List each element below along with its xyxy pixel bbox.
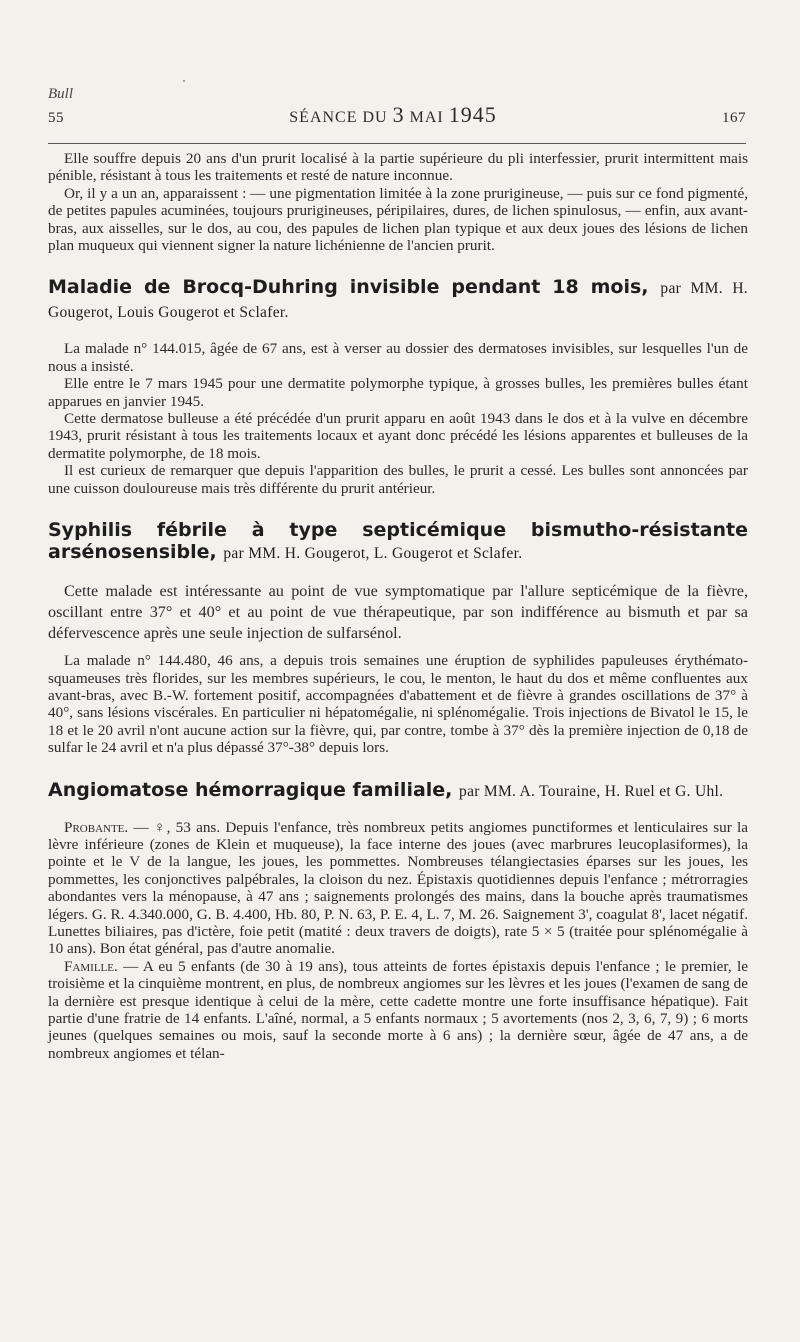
paragraph: La malade n° 144.480, 46 ans, a depuis trois semaines une éruption de syphilides papuleuses érythémato-squameuses très florides, sur les membres supérieurs, le cou, le menton, le haut du dos et même confluentes aux avant-bras, avec B.-W. fortement positif, accompagnées d'abattement et de fièvre à grandes oscillations de 37° à 40°, sans lésions viscérales. En particulier ni hépatomégalie, ni splénomégalie. Trois injections de Bivatol le 15, le 18 et le 20 avril n'ont aucune action sur la fièvre, qui, par contre, tombe à 37° dès la première injection de 0,18 de sulfar le 24 avril et n'a plus dépassé 37°-38° depuis lors. xyxy=(48,652,748,757)
proband-paragraph xyxy=(48,819,748,958)
paragraph: Il est curieux de remarquer que depuis l'apparition des bulles, le prurit a cessé. Les bulles sont annoncées par une cuisson douloureuse mais très différente du prurit antérieur. xyxy=(48,462,748,497)
running-title: SÉANCE DU 3 MAI 1945 xyxy=(289,102,497,127)
section-heading xyxy=(48,276,748,324)
family-label: Famille. xyxy=(64,957,118,975)
paragraph: Cette dermatose bulleuse a été précédée d'un prurit apparu en août 1943 dans le dos et à la vulve en décembre 1943, prurit résistant à tous les traitements locaux et ayant donc précédé les lésions apparentes et bulleuses de la dermatite polymorphe, de 18 mois. xyxy=(48,410,748,462)
lead-paragraph: Cette malade est intéressante au point de vue symptomatique par l'allure septicémique de la fièvre, oscillant entre 37° et 40° et au point de vue thérapeutique, par son indifférence au bismuth et par sa défervescence après une seule injection de sulfarsénol. xyxy=(48,582,748,643)
family-text: — A eu 5 enfants (de 30 à 19 ans), tous atteints de fortes épistaxis depuis l'enfance ; le premier, le troisième et la cinquième montrent, en plus, de nombreux angiomes sur les lèvres et les joues (l'examen de sang de la dernière est presque identique à celui de la mère, cette cadette montre une forte insuffisance hépatique). Fait partie d'une fratrie de 14 enfants. L'aîné, normal, a 5 enfants normaux ; 5 avortements (nos 2, 3, 6, 7, 9) ; 6 morts jeunes (quelques semaines ou mois, sauf la seconde morte à 6 ans) ; la dernière sœur, âgée de 47 ans, a de nombreux angiomes et télan- xyxy=(48,957,748,1062)
intro-paragraph: Elle souffre depuis 20 ans d'un prurit localisé à la partie supérieure du pli interfessier, prurit intermittent mais pénible, résistant à tous les traitements et resté de nature inconnue. xyxy=(48,150,748,185)
section-authors: par MM. A. Touraine, H. Ruel et G. Uhl. xyxy=(459,782,724,800)
header-rule xyxy=(48,143,746,144)
section-heading xyxy=(48,779,748,803)
section-authors: par MM. H. Gougerot, Louis Gougerot et Sclafer. xyxy=(48,280,748,322)
article-body xyxy=(48,150,748,1062)
section-authors: par MM. H. Gougerot, L. Gougerot et Sclafer. xyxy=(223,545,523,563)
page-number: 167 xyxy=(721,110,746,126)
proband-text: — ♀, 53 ans. Depuis l'enfance, très nombreux petits angiomes punctiformes et lenticulaires sur la lèvre inférieure (zones de Klein et muqueuse), la face interne des joues (avec marbrures leucoplasiformes), la pointe et le V de la langue, les joues, les pommettes. Nombreuses télangiectasies éparses sur les joues, les pommettes, les conjonctives palpébrales, la cloison du nez. Épistaxis quotidiennes depuis l'enfance ; métrorragies abondantes vers la ménopause, à 47 ans ; saignements prolongés des mains, dans la bouche après traumatismes légers. G. R. 4.340.000, G. B. 4.400, Hb. 80, P. N. 63, P. E. 4, L. 7, M. 26. Saignement 3', coagulat 8', lacet négatif. Lunettes biliaires, pas d'ictère, foie petit (matité : deux travers de doigts), rate 5 × 5 (traitée pour splénomégalie à 10 ans). Bon état général, pas d'autre anomalie. xyxy=(48,818,749,958)
section-heading xyxy=(48,519,748,565)
section-title: Syphilis fébrile à type septicémique bismutho-résistante arsénosensible, xyxy=(48,519,748,564)
section-title: Angiomatose hémorragique familiale, xyxy=(48,778,453,801)
folio-left: 55 xyxy=(48,110,64,126)
intro-paragraph: Or, il y a un an, apparaissent : — une pigmentation limitée à la zone prurigineuse, — puis sur ce fond pigmenté, de petites papules acuminées, toujours prurigineuses, péripilaires, dures, de lichen spinulosus, — enfin, aux avant-bras, aux aisselles, sur le dos, au cou, des papules de lichen plan typique et aux deux joues des lésions de lichen plan muqueux qui viennent signer la nature lichénienne de l'ancien prurit. xyxy=(48,184,748,255)
running-head xyxy=(48,102,746,128)
paragraph: La malade n° 144.015, âgée de 67 ans, est à verser au dossier des dermatoses invisibles, sur lesquelles l'un de nous a insisté. xyxy=(48,340,748,375)
paragraph: Elle entre le 7 mars 1945 pour une dermatite polymorphe typique, à grosses bulles, les premières bulles étant apparues en janvier 1945. xyxy=(48,375,748,410)
speck xyxy=(183,80,185,82)
library-stamp: Bull xyxy=(48,86,73,102)
family-paragraph xyxy=(48,958,748,1062)
section-title: Maladie de Brocq-Duhring invisible pendant 18 mois, xyxy=(48,276,649,299)
proband-label: Probante. xyxy=(64,818,129,836)
